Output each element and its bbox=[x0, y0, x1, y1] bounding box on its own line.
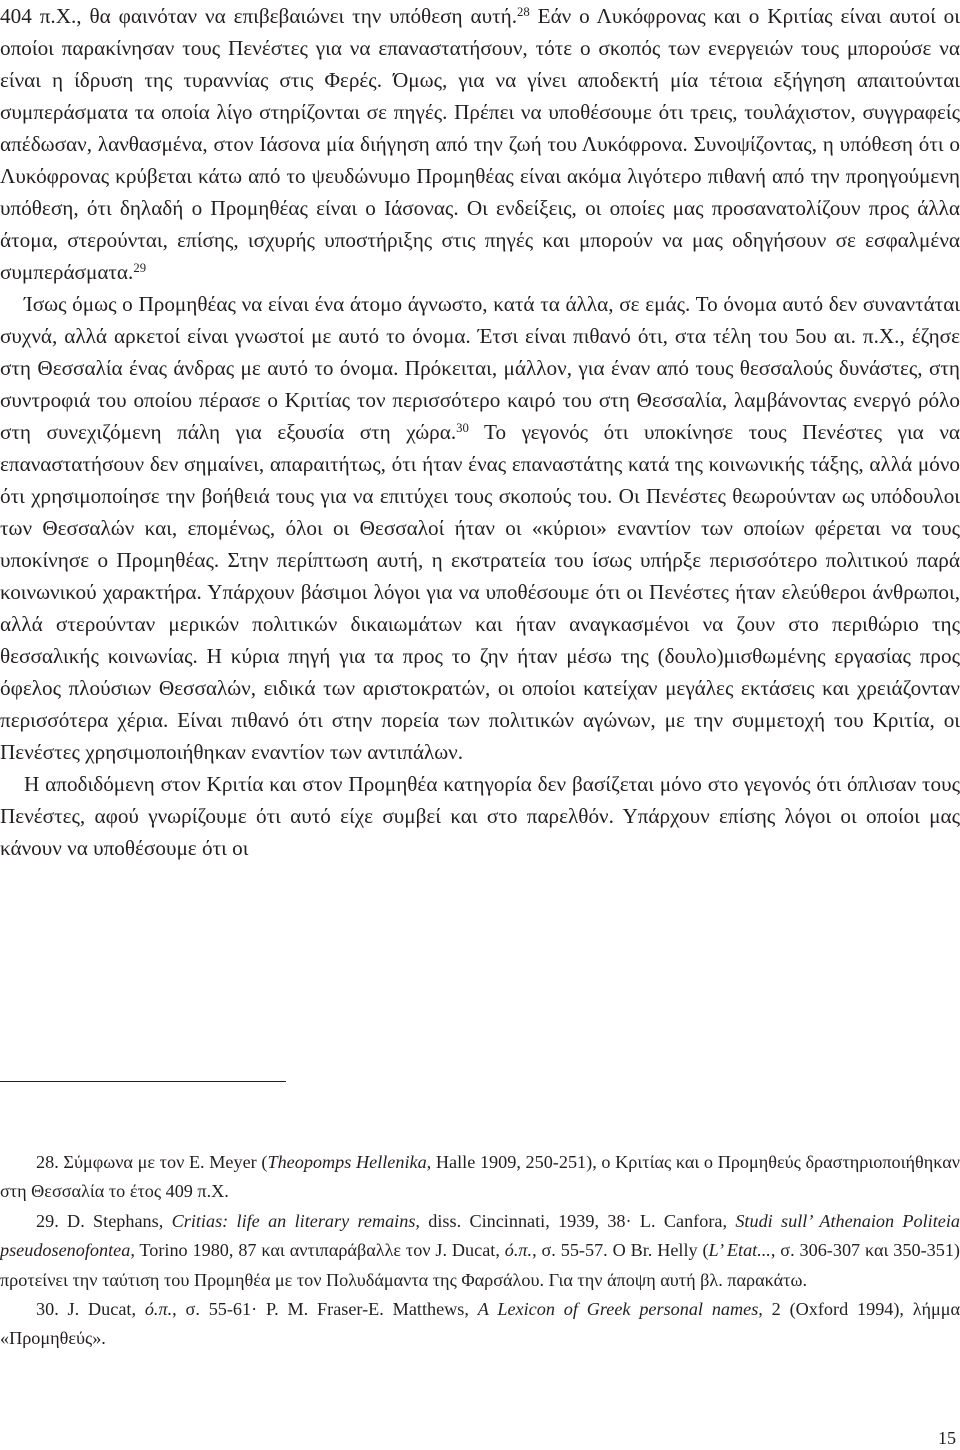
footnote-29-title-3: L’ Etat... bbox=[708, 1240, 771, 1261]
footnote-30-op-cit: ό.π. bbox=[144, 1299, 173, 1320]
footnote-ref-29[interactable]: 29 bbox=[133, 261, 147, 276]
footnote-30 bbox=[0, 1295, 960, 1354]
footnote-28-text: 28. Σύμφωνα με τον E. Meyer ( bbox=[36, 1152, 268, 1172]
footnote-28-title: Theopomps Hellenika, bbox=[267, 1152, 432, 1172]
footnote-29-text-3: Torino 1980, 87 και αντιπαράβαλλε τον J. Ducat, bbox=[134, 1240, 505, 1261]
paragraph-2 bbox=[0, 288, 960, 768]
footnote-separator bbox=[0, 1081, 286, 1082]
paragraph-3: Η αποδιδόμενη στον Κριτία και στον Προμηθέα κατηγορία δεν βασίζεται μόνο στο γεγονός ότι όπλισαν τους Πενέστες, αφού γνωρίζουμε ότι αυτό είχε συμβεί και στο παρελθόν. Υπάρχουν επίσης λόγοι οι οποίοι μας κάνουν να υποθέσουμε ότι οι bbox=[0, 772, 960, 860]
footnote-29-text-5: , σ. 306-307 και 350-351) προτείνει την ταύτιση του Προμηθέα με τον Πολυδάμαντα της Φαρσάλου. Για την άποψη αυτή βλ. παρακάτω. bbox=[0, 1240, 960, 1290]
footnote-29-text-2: diss. Cincinnati, 1939, 38· L. Canfora, bbox=[419, 1210, 736, 1231]
footnote-ref-28[interactable]: 28 bbox=[517, 5, 530, 20]
footnote-30-text-3: 2 (Oxford 1994), λήμμα «Προμηθεύς». bbox=[0, 1299, 960, 1349]
paragraph-1-rest: Εάν ο Λυκόφρονας και ο Κριτίας είναι αυτοί οι οποίοι παρακίνησαν τους Πενέστες για να επαναστατήσουν, τότε ο σκοπός των ενεργειών τους μπορούσε να είναι η ίδρυση της τυραννίας στις Φερές. Όμως, για να γίνει αποδεκτή μία τέτοια εξήγηση απαιτούνται συμπεράσματα τα οποία λίγο στηρίζονται σε πηγές. Πρέπει να υποθέσουμε ότι τρεις, τουλάχιστον, συγγραφείς απέδωσαν, λανθασμένα, στον Ιάσονα μία διήγηση από την ζωή του Λυκόφρονα. Συνοψίζοντας, η υπόθεση ότι ο Λυκόφρονας κρύβεται κάτω από το ψευδώνυμο Προμηθέας είναι ακόμα λιγότερο πιθανή από την προηγούμενη υπόθεση, ότι δηλαδή ο Προμηθέας είναι ο Ιάσονας. Οι ενδείξεις, οι οποίες μας προσανατολίζουν προς άλλα άτομα, στερούνται, επίσης, ισχυρής υποστήριξης στις πηγές και μπορούν να μας οδηγήσουν σε εσφαλμένα συμπεράσματα. bbox=[0, 4, 960, 284]
footnote-29-text-4: , σ. 55-57. O Br. Helly ( bbox=[532, 1240, 709, 1261]
footnote-29 bbox=[0, 1207, 960, 1295]
footnote-29-title-1: Critias: life an literary remains, bbox=[171, 1210, 420, 1231]
footnote-ref-30[interactable]: 30 bbox=[456, 421, 469, 436]
footnote-29-title-2: Studi sull’ Athenaion Politeia pseudosenofontea, bbox=[0, 1210, 960, 1261]
footnote-29-text: 29. D. Stephans, bbox=[36, 1210, 172, 1231]
footnotes bbox=[0, 1148, 960, 1354]
paragraph-1-start: 404 π.Χ., θα φαινόταν να επιβεβαιώνει την υπόθεση αυτή. bbox=[0, 4, 517, 28]
page-number: 15 bbox=[938, 1428, 956, 1448]
footnote-30-text-2: , σ. 55-61· P. M. Fraser-E. Matthews, bbox=[172, 1299, 478, 1320]
paragraph-2-rest: Το γεγονός ότι υποκίνησε τους Πενέστες για να επαναστατήσουν δεν σημαίνει, απαραιτήτως, ότι ήταν ένας επαναστάτης κατά της κοινωνικής τάξης, αλλά μόνο ότι χρησιμοποίησε την βοήθειά τους για να επιτύχει τους σκοπούς του. Οι Πενέστες θεωρούνταν ως υπόδουλοι των Θεσσαλών και, επομένως, όλοι οι Θεσσαλοί ήταν οι «κύριοι» εναντίον των οποίων φέρεται να τους υποκίνησε ο Προμηθέας. Στην περίπτωση αυτή, η εκστρατεία του ίσως υπήρξε περισσότερο πολιτικού παρά κοινωνικού χαρακτήρα. Υπάρχουν βάσιμοι λόγοι για να υποθέσουμε ότι οι Πενέστες ήταν ελεύθεροι άνθρωποι, αλλά στερούνταν μερικών πολιτικών δικαιωμάτων και ήταν αναγκασμένοι να ζουν στο περιθώριο της θεσσαλικής κοινωνίας. Η κύρια πηγή για τα προς το ζην ήταν μέσω της (δουλο)μισθωμένης εργασίας προς όφελος πλούσιων Θεσσαλών, ειδικά των αριστοκρατών, οι οποίοι κατείχαν μεγάλες εκτάσεις και χρειάζονταν περισσότερα χέρια. Είναι πιθανό ότι στην πορεία των πολιτικών αγώνων, με την συμμετοχή του Κριτία, οι Πενέστες χρησιμοποιήθηκαν εναντίον των αντιπάλων. bbox=[0, 420, 960, 764]
footnote-28 bbox=[0, 1148, 960, 1207]
footnote-29-op-cit: ό.π. bbox=[504, 1240, 533, 1261]
paragraph-1 bbox=[0, 0, 960, 288]
footnote-28-rest: Halle 1909, 250-251), ο Κριτίας και ο Προμηθεύς δραστηριοποιήθηκαν στη Θεσσαλία το έτος 409 π.Χ. bbox=[0, 1152, 960, 1202]
footnote-30-title: A Lexicon of Greek personal names, bbox=[477, 1299, 763, 1320]
footnote-30-text: 30. J. Ducat, bbox=[36, 1299, 145, 1320]
paragraph-2-start: Ίσως όμως ο Προμηθέας να είναι ένα άτομο άγνωστο, κατά τα άλλα, σε εμάς. Το όνομα αυτό δεν συναντάται συχνά, αλλά αρκετοί είναι γνωστοί με αυτό το όνομα. Έτσι είναι πιθανό ότι, στα τέλη του 5ου αι. π.Χ., έζησε στη Θεσσαλία ένας άνδρας με αυτό το όνομα. Πρόκειται, μάλλον, για έναν από τους θεσσαλούς δυνάστες, στη συντροφιά του οποίου πέρασε ο Κριτίας τον περισσότερο καιρό του στη Θεσσαλία, λαμβάνοντας ενεργό ρόλο στη συνεχιζόμενη πάλη για εξουσία στη χώρα. bbox=[0, 292, 960, 444]
